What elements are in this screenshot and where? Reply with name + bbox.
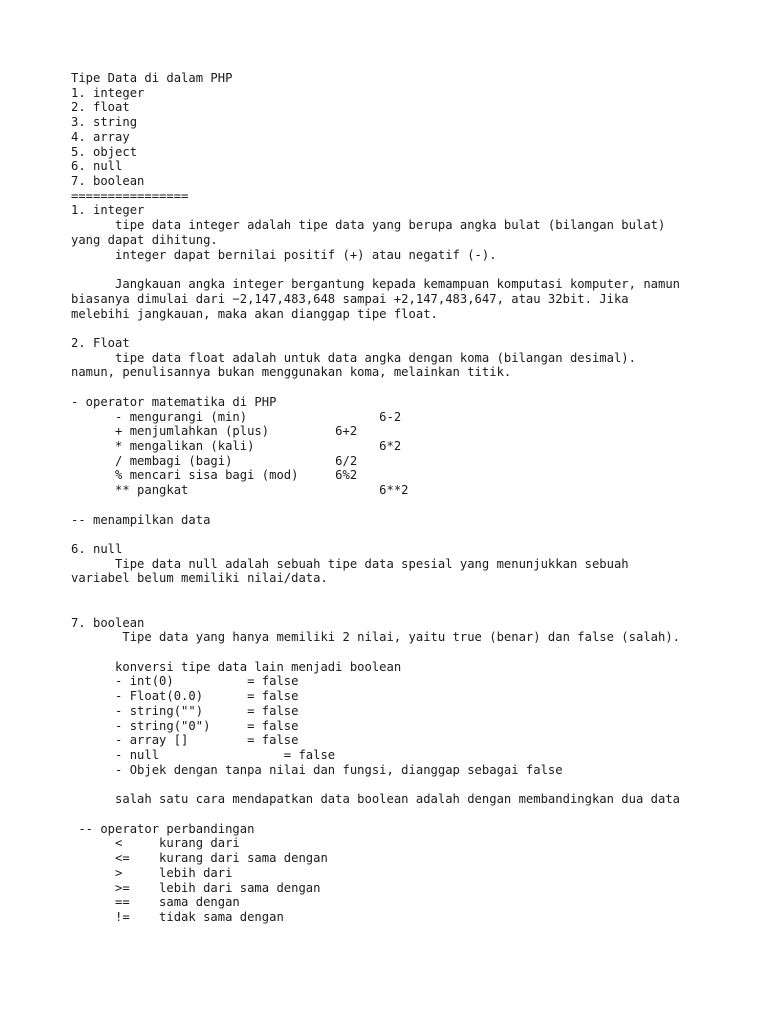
document-line: 1. integer bbox=[71, 85, 145, 100]
document-line: == sama dengan bbox=[71, 895, 240, 910]
document-line bbox=[71, 498, 680, 513]
document-line: <= kurang dari sama dengan bbox=[71, 851, 328, 866]
document-line: != tidak sama dengan bbox=[71, 909, 284, 924]
document-line bbox=[71, 527, 680, 542]
document-line: Tipe data yang hanya memiliki 2 nilai, yaitu true (benar) dan false (salah). bbox=[71, 630, 681, 645]
document-line bbox=[71, 321, 680, 336]
document-line: melebihi jangkauan, maka akan dianggap tipe float. bbox=[71, 306, 438, 321]
document-line: konversi tipe data lain menjadi boolean bbox=[71, 659, 402, 674]
document-line: - mengurangi (min) 6-2 bbox=[71, 409, 402, 424]
document-line: ================ bbox=[71, 188, 189, 203]
document-line: -- menampilkan data bbox=[71, 512, 211, 527]
document-line: - null = false bbox=[71, 748, 336, 763]
document-line: 2. Float bbox=[71, 335, 130, 350]
document-line: 3. string bbox=[71, 115, 138, 130]
document-line: 2. float bbox=[71, 100, 130, 115]
document-line: - array [] = false bbox=[71, 733, 299, 748]
document-line: -- operator perbandingan bbox=[71, 821, 255, 836]
document-line: - Objek dengan tanpa nilai dan fungsi, dianggap sebagai false bbox=[71, 762, 563, 777]
document-line: 1. integer bbox=[71, 203, 145, 218]
document-line: Jangkauan angka integer bergantung kepada kemampuan komputasi komputer, namun bbox=[71, 277, 681, 292]
document-line: * mengalikan (kali) 6*2 bbox=[71, 438, 402, 453]
document-text bbox=[71, 71, 680, 925]
document-line: / membagi (bagi) 6/2 bbox=[71, 453, 358, 468]
document-line bbox=[71, 262, 680, 277]
document-line: Tipe Data di dalam PHP bbox=[71, 71, 233, 85]
document-line: - operator matematika di PHP bbox=[71, 394, 277, 409]
document-line: - string("") = false bbox=[71, 703, 299, 718]
document-line: namun, penulisannya bukan menggunakan koma, melainkan titik. bbox=[71, 365, 512, 380]
document-line: tipe data float adalah untuk data angka dengan koma (bilangan desimal). bbox=[71, 350, 636, 365]
document-line bbox=[71, 645, 680, 660]
document-line: 7. boolean bbox=[71, 174, 145, 189]
document-line: Tipe data null adalah sebuah tipe data spesial yang menunjukkan sebuah bbox=[71, 556, 629, 571]
document-line: 6. null bbox=[71, 542, 123, 556]
document-line bbox=[71, 807, 680, 822]
document-line: - string("0") = false bbox=[71, 718, 299, 733]
document-line bbox=[71, 380, 680, 395]
document-line: - Float(0.0) = false bbox=[71, 689, 299, 704]
document-line: 5. object bbox=[71, 144, 138, 159]
document-line: yang dapat dihitung. bbox=[71, 232, 218, 247]
document-line bbox=[71, 601, 680, 616]
document-line: 4. array bbox=[71, 129, 130, 144]
document-line bbox=[71, 778, 680, 793]
document-line: >= lebih dari sama dengan bbox=[71, 880, 321, 895]
document-line: - int(0) = false bbox=[71, 674, 299, 689]
document-line: % mencari sisa bagi (mod) 6%2 bbox=[71, 468, 358, 483]
document-line: 7. boolean bbox=[71, 615, 145, 630]
document-line: 6. null bbox=[71, 159, 123, 174]
document-line: biasanya dimulai dari −2,147,483,648 sampai +2,147,483,647, atau 32bit. Jika bbox=[71, 291, 629, 306]
document-line: salah satu cara mendapatkan data boolean adalah dengan membandingkan dua data bbox=[71, 792, 681, 807]
document-line: + menjumlahkan (plus) 6+2 bbox=[71, 424, 358, 439]
document-line: > lebih dari bbox=[71, 865, 233, 880]
document-line: < kurang dari bbox=[71, 836, 240, 851]
document-line: variabel belum memiliki nilai/data. bbox=[71, 571, 328, 586]
document-line: tipe data integer adalah tipe data yang berupa angka bulat (bilangan bulat) bbox=[71, 218, 666, 233]
document-line: integer dapat bernilai positif (+) atau negatif (-). bbox=[71, 247, 497, 262]
document-line bbox=[71, 586, 680, 601]
document-line: ** pangkat 6**2 bbox=[71, 483, 409, 498]
